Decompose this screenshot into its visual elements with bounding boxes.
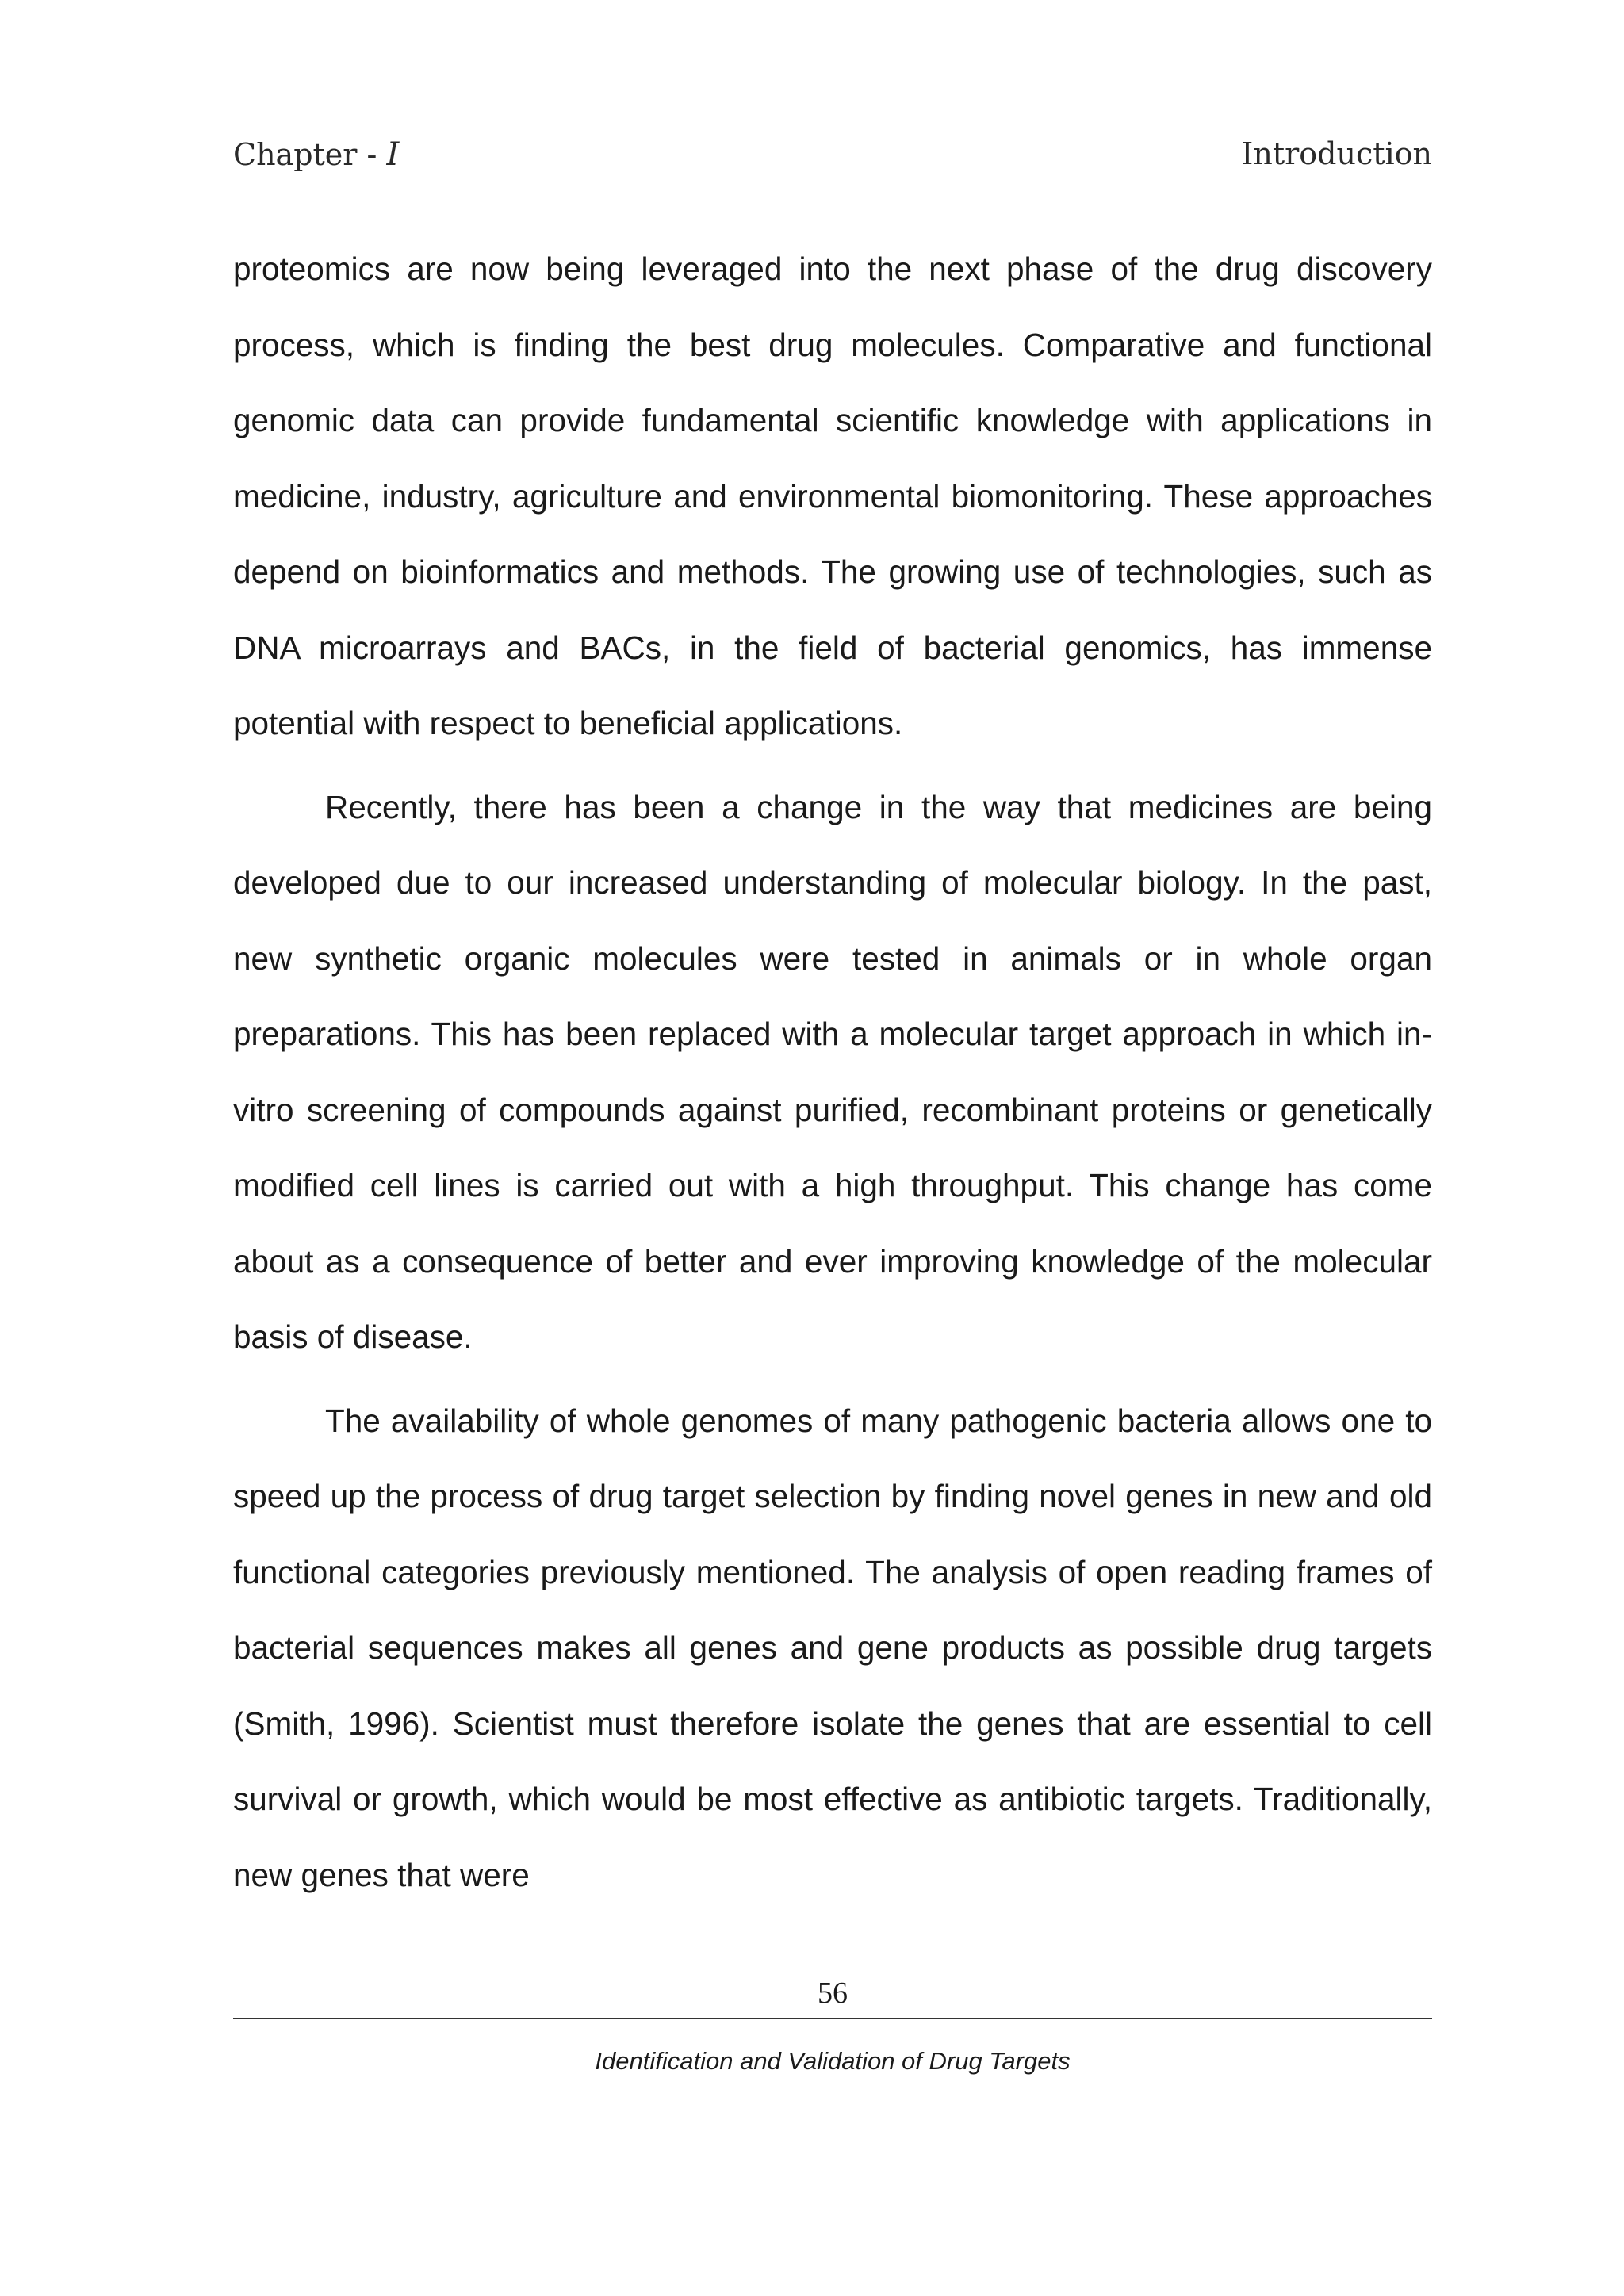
footer-divider	[233, 2018, 1432, 2019]
section-title: Introduction	[1241, 136, 1432, 171]
paragraph-genome-availability: The availability of whole genomes of many pathogenic bacteria allows one to speed up the process of drug target selection by finding novel genes in new and old functional categories previously mentioned. The analysis of open reading frames of bacterial sequences makes all genes and gene products as possible drug targets (Smith, 1996). Scientist must therefore isolate the genes that are essential to cell survival or growth, which would be most effective as antibiotic targets. Traditionally, new genes that were	[233, 1402, 1432, 1893]
paragraph-continued: proteomics are now being leveraged into the next phase of the drug discovery process, which is finding the best drug molecules. Comparative and functional genomic data can provide fundamental scientific knowledge with applications in medicine, industry, agriculture and environmental biomonitoring. These approaches depend on bioinformatics and methods. The growing use of technologies, such as DNA microarrays and BACs, in the field of bacterial genomics, has immense potential with respect to beneficial applications.	[233, 251, 1432, 741]
chapter-numeral: I	[386, 136, 400, 173]
page-number: 56	[818, 1976, 848, 2010]
paragraph-drug-development: Recently, there has been a change in the way that medicines are being developed due to our increased understanding of molecular biology. In the past, new synthetic organic molecules were tested in animals or in whole organ preparations. This has been replaced with a molecular target approach in which in-vitro screening of compounds against purified, recombinant proteins or genetically modified cell lines is carried out with a high throughput. This change has come about as a consequence of better and ever improving knowledge of the molecular basis of disease.	[233, 788, 1432, 1355]
running-header	[233, 136, 1432, 184]
body-text	[233, 232, 1432, 1913]
chapter-label	[233, 136, 399, 173]
chapter-prefix: Chapter -	[233, 137, 377, 172]
footer-title: Identification and Validation of Drug Targets	[595, 2047, 1071, 2075]
